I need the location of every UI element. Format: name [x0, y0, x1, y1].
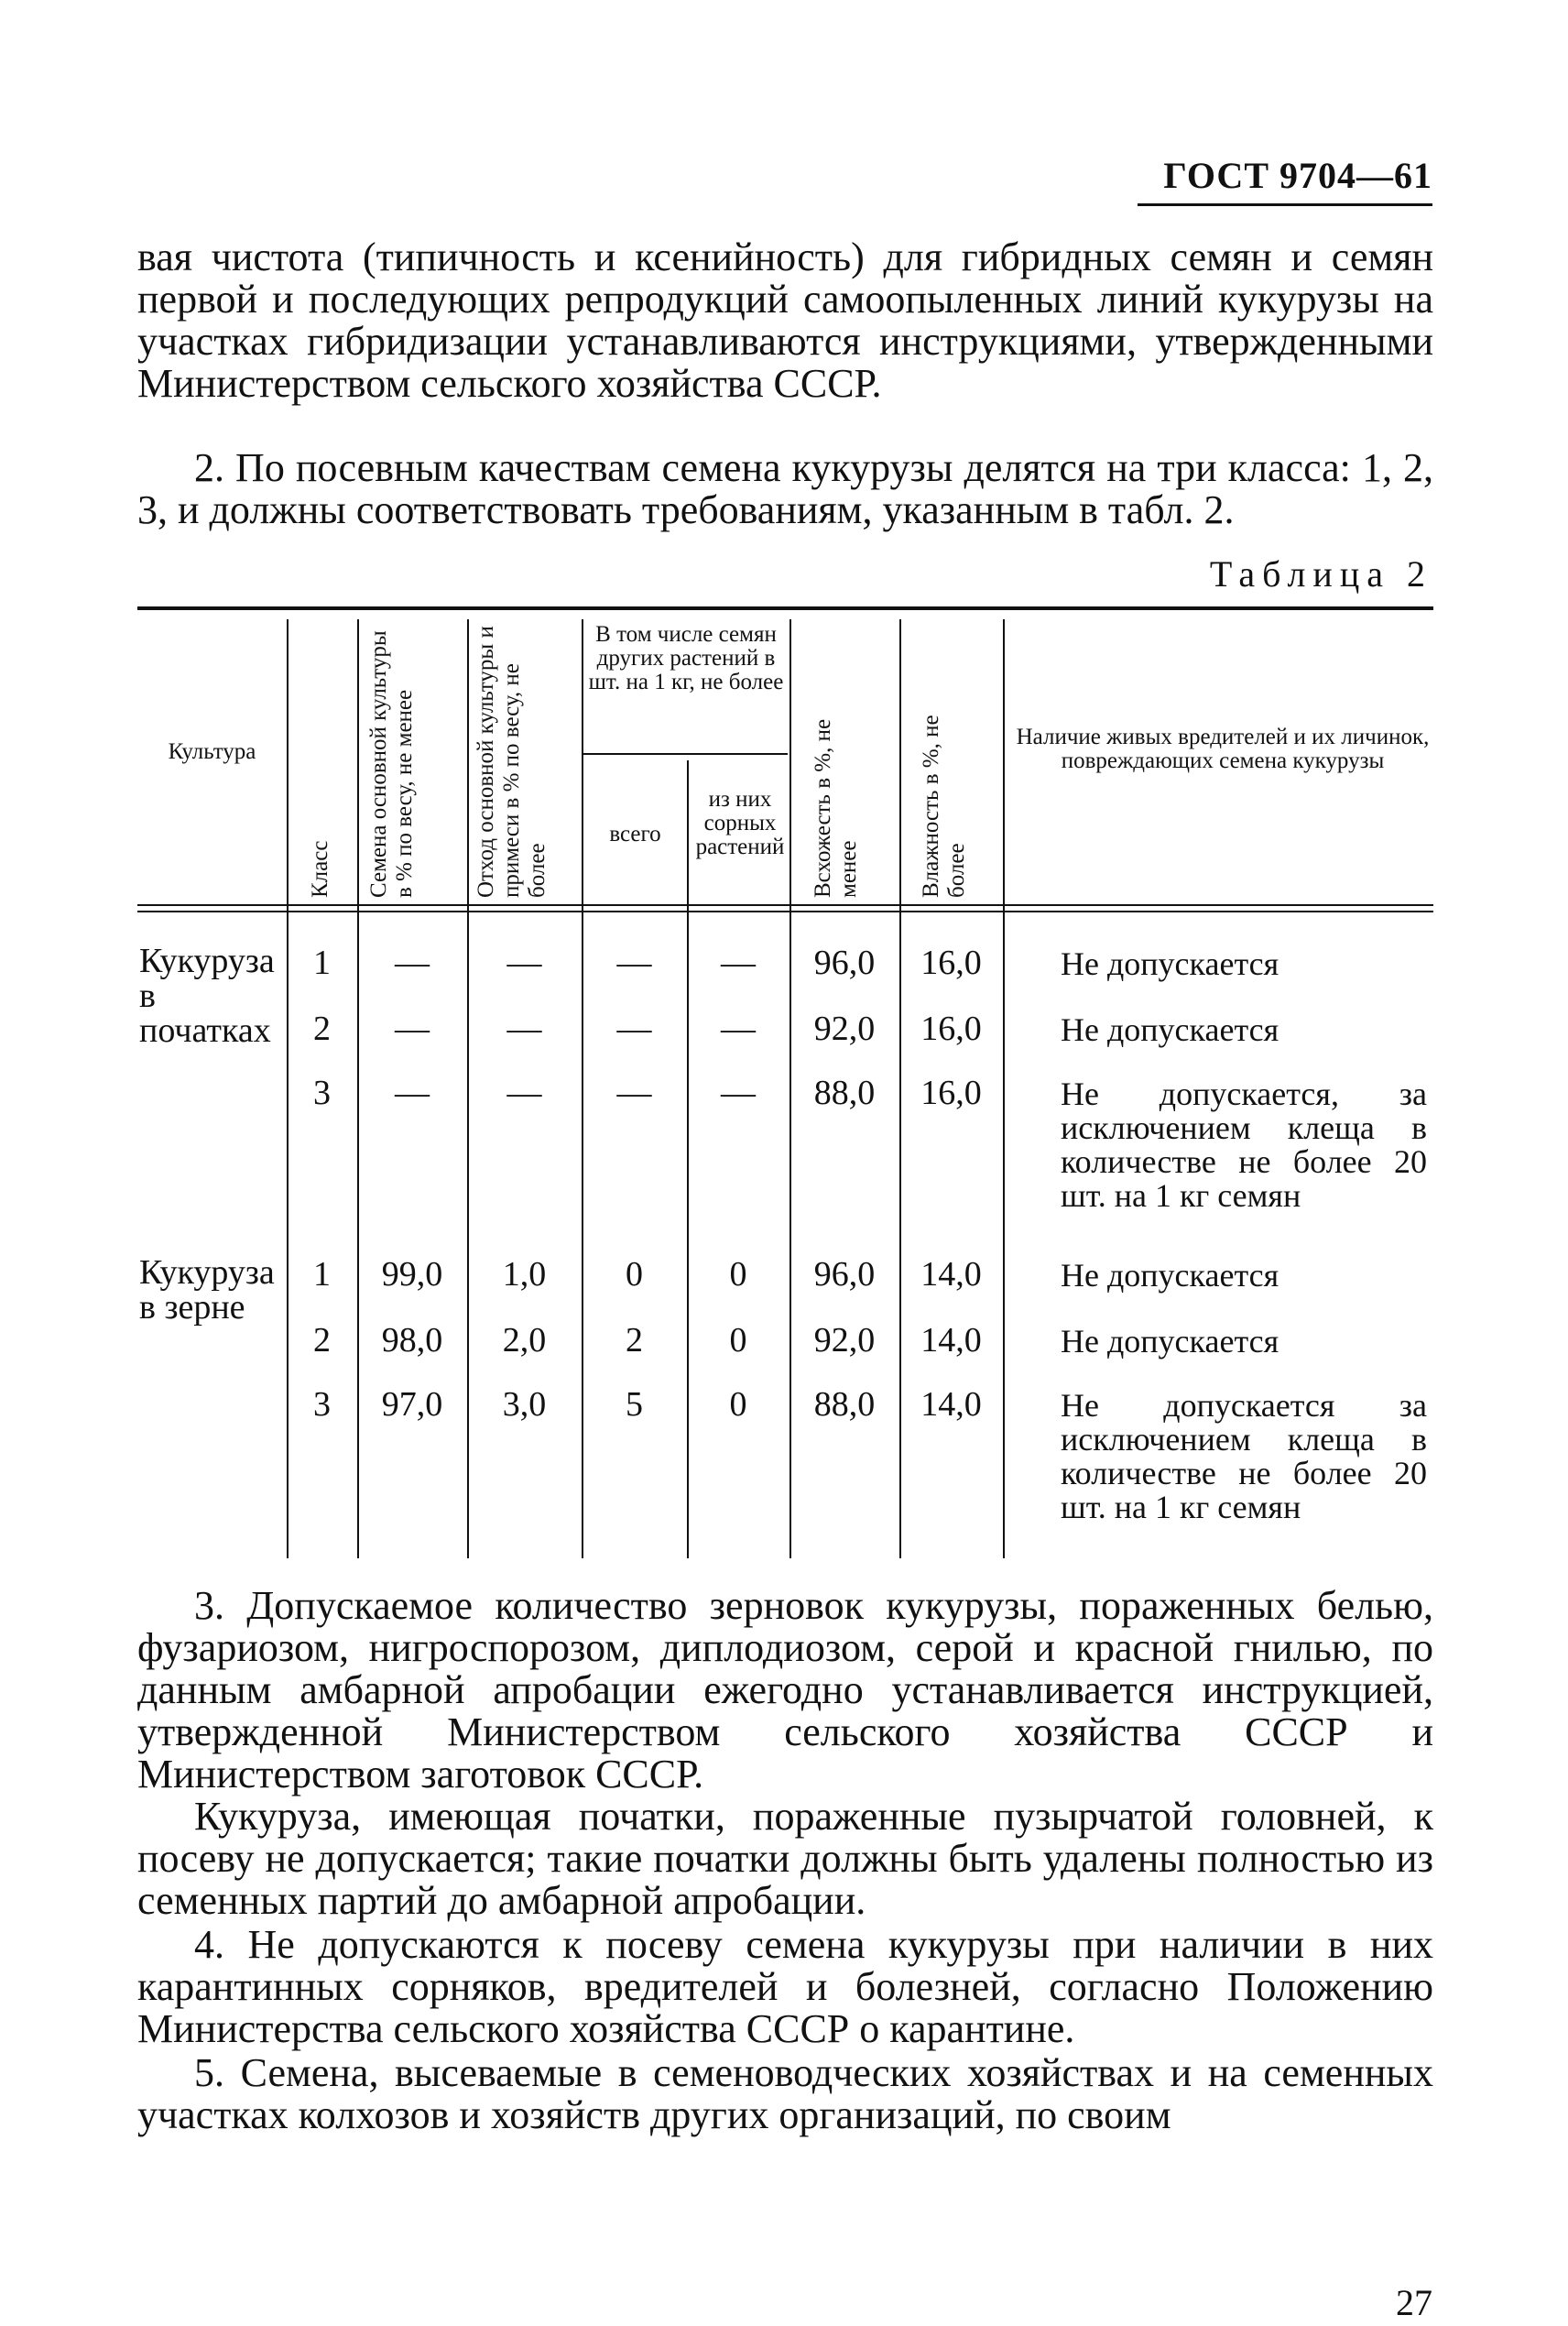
germination-cell: 96,0: [813, 944, 876, 982]
paragraph-2: 2. По посевным качествам семена кукурузы делятся на три класса: 1, 2, 3, и должны соответствовать требованиям, указанным в табл. 2.: [137, 445, 1433, 532]
class-cell: 3: [313, 1385, 331, 1424]
total-cell: 0: [626, 1255, 643, 1294]
seed-cell: 99,0: [381, 1255, 443, 1294]
pests-cell: Не допускается за исключением клеща в количестве не более 20 шт. на 1 кг семян: [1061, 1387, 1427, 1525]
header-pests: Наличие живых вредителей и их личинок, повреждающих семена кукурузы: [1016, 725, 1430, 773]
total-cell: 5: [626, 1385, 643, 1424]
seed-cell: 98,0: [381, 1321, 443, 1360]
germination-cell: 88,0: [813, 1074, 876, 1112]
subheader-rule: [582, 753, 788, 755]
header-class: Класс: [308, 840, 332, 898]
paragraph-6: 5. Семена, высеваемые в семеноводческих хозяйствах и на семенных участках колхозов и хозяйств других организаций, по своим: [137, 2050, 1433, 2137]
moisture-cell: 16,0: [920, 944, 982, 982]
moisture-cell: 16,0: [920, 1074, 982, 1112]
class-cell: 1: [313, 1255, 331, 1294]
paragraph-4: Кукуруза, имеющая початки, пораженные пузырчатой головней, к посеву не допускается; такие початки должны быть удалены полностью из семенных партий до амбарной апробации.: [137, 1794, 1433, 1923]
waste-cell: 2,0: [502, 1321, 547, 1360]
class-cell: 2: [313, 1010, 331, 1048]
weeds-cell: —: [721, 1010, 756, 1048]
seed-cell: 97,0: [381, 1385, 443, 1424]
waste-cell: 1,0: [502, 1255, 547, 1294]
pests-cell: Не допускается, за исключением клеща в количестве не более 20 шт. на 1 кг семян: [1061, 1076, 1427, 1214]
germination-cell: 96,0: [813, 1255, 876, 1294]
table-top-rule: [137, 606, 1433, 610]
page-number: 27: [1396, 2282, 1432, 2323]
paragraph-5: 4. Не допускаются к посеву семена кукурузы при наличии в них карантинных сорняков, вредителей и болезней, согласно Положению Министерства сельского хозяйства СССР о карантине.: [137, 1922, 1433, 2051]
pests-cell: Не допускается: [1061, 1257, 1279, 1294]
moisture-cell: 14,0: [920, 1255, 982, 1294]
pests-cell: Не допускается: [1061, 1011, 1279, 1048]
moisture-cell: 16,0: [920, 1010, 982, 1048]
class-cell: 1: [313, 944, 331, 982]
waste-cell: —: [506, 1010, 542, 1048]
germination-cell: 92,0: [813, 1010, 876, 1048]
waste-cell: 3,0: [502, 1385, 547, 1424]
pests-cell: Не допускается: [1061, 1323, 1279, 1360]
header-culture: Культура: [168, 739, 256, 764]
waste-cell: —: [506, 1074, 542, 1112]
paragraph-1: вая чистота (типичность и ксенийность) для гибридных семян и семян первой и последующих репродукций самоопыленных линий кукурузы на участках гибридизации устанавливаются инструкциями, утвержденными Министерством сельского хозяйства СССР.: [137, 235, 1433, 406]
weeds-cell: —: [721, 944, 756, 982]
total-cell: —: [616, 1010, 652, 1048]
header-seed-main: Семена основной культуры в % по весу, не менее: [366, 630, 417, 898]
class-cell: 2: [313, 1321, 331, 1360]
total-cell: —: [616, 1074, 652, 1112]
culture-cob: Кукуруза в початках: [139, 942, 275, 1050]
col-divider: [687, 760, 689, 1558]
header-other-seeds: В том числе семян других растений в шт. на 1 кг, не более: [588, 622, 784, 694]
header-rule-2: [137, 911, 1433, 912]
header-total: всего: [609, 822, 661, 846]
waste-cell: —: [506, 944, 542, 982]
germination-cell: 88,0: [813, 1385, 876, 1424]
standard-number: ГОСТ 9704—61: [1163, 155, 1432, 196]
class-cell: 3: [313, 1074, 331, 1112]
col-divider: [1003, 619, 1005, 1558]
weeds-cell: 0: [729, 1321, 747, 1360]
header-waste: Отход основной культуры и примеси в % по весу, не более: [474, 626, 550, 898]
header-rule-1: [137, 904, 1433, 906]
paragraph-3: 3. Допускаемое количество зерновок кукурузы, пораженных белью, фузариозом, нигроспорозом, диплодиозом, серой и красной гнилью, по данным амбарной апробации ежегодно устанавливается инструкцией, утвержденной Министерством сельского хозяйства СССР и Министерством заготовок СССР.: [137, 1583, 1433, 1796]
weeds-cell: 0: [729, 1385, 747, 1424]
culture-grain: Кукуруза в зерне: [139, 1253, 275, 1327]
total-cell: 2: [626, 1321, 643, 1360]
total-cell: —: [616, 944, 652, 982]
table-caption: Таблица 2: [1209, 553, 1432, 595]
weeds-cell: —: [721, 1074, 756, 1112]
header-weeds: из них сорных растений: [695, 787, 785, 859]
moisture-cell: 14,0: [920, 1385, 982, 1424]
moisture-cell: 14,0: [920, 1321, 982, 1360]
header-moisture: Влажность в %, не более: [919, 715, 969, 898]
header-rule: [1138, 203, 1432, 206]
germination-cell: 92,0: [813, 1321, 876, 1360]
weeds-cell: 0: [729, 1255, 747, 1294]
seed-cell: —: [395, 944, 430, 982]
table-2: [137, 606, 1433, 1564]
seed-cell: —: [395, 1074, 430, 1112]
pests-cell: Не допускается: [1061, 945, 1279, 982]
seed-cell: —: [395, 1010, 430, 1048]
header-germination: Всхожесть в %, не менее: [811, 718, 861, 898]
